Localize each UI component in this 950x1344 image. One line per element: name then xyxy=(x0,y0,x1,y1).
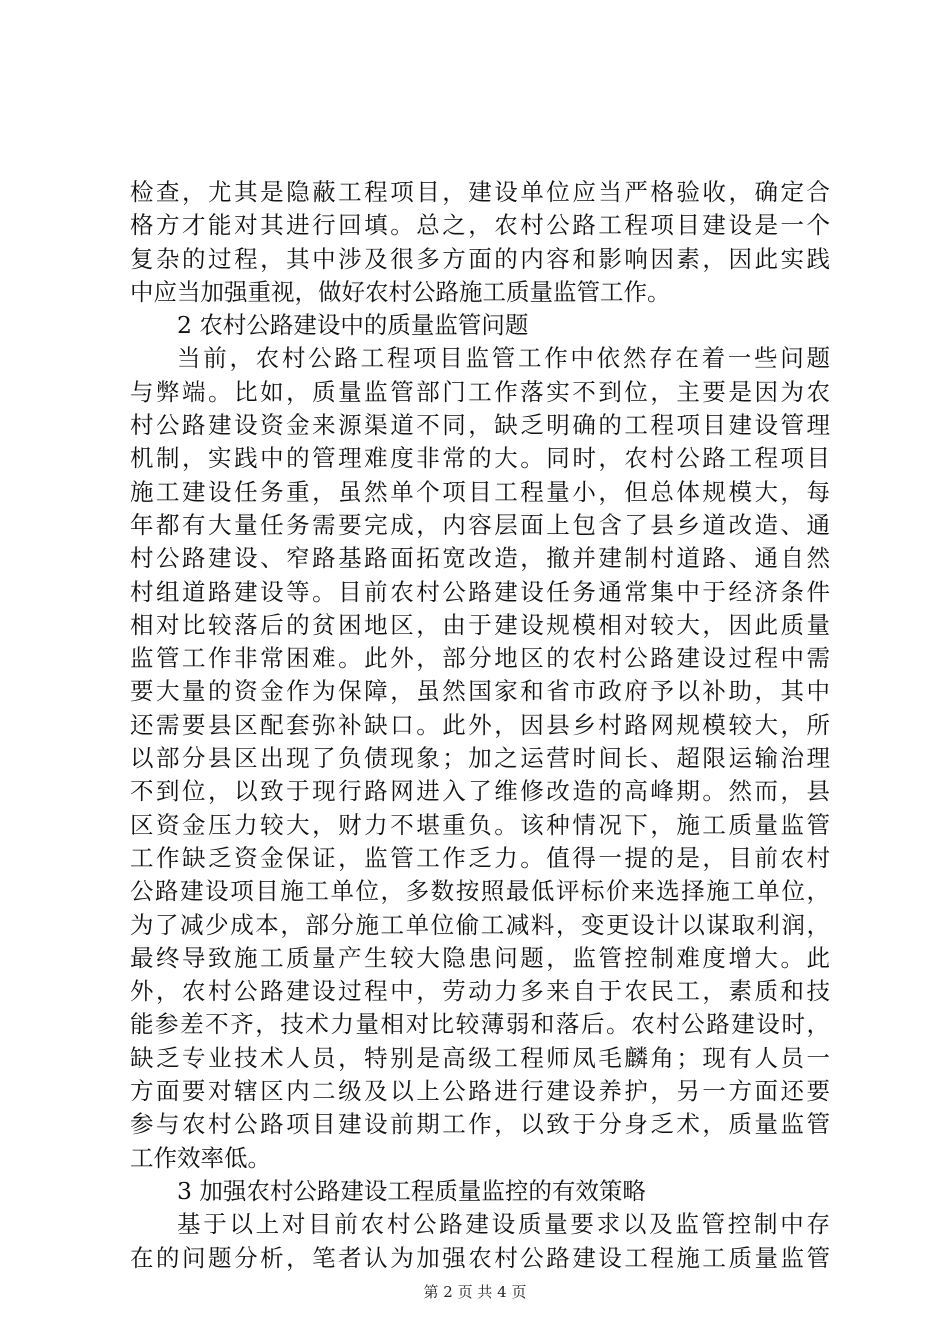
text-line: 能参差不齐，技术力量相对比较薄弱和落后。农村公路建设时， xyxy=(130,1010,830,1039)
page-footer: 第 2 页 共 4 页 xyxy=(423,1283,527,1301)
text-line: 外，农村公路建设过程中，劳动力多来自于农民工，素质和技 xyxy=(130,977,830,1006)
text-line: 在的问题分析，笔者认为加强农村公路建设工程施工质量监管 xyxy=(130,1243,830,1272)
text-line: 以部分县区出现了负债现象；加之运营时间长、超限运输治理 xyxy=(130,744,830,773)
text-line: 最终导致施工质量产生较大隐患问题，监管控制难度增大。此 xyxy=(130,943,830,972)
text-line: 村组道路建设等。目前农村公路建设任务通常集中于经济条件 xyxy=(130,577,830,606)
text-line: 缺乏专业技术人员，特别是高级工程师凤毛麟角；现有人员一 xyxy=(130,1043,830,1072)
text-line: 工作效率低。 xyxy=(130,1143,271,1172)
text-line: 基于以上对目前农村公路建设质量要求以及监管控制中存 xyxy=(177,1210,830,1239)
text-line: 工作缺乏资金保证，监管工作乏力。值得一提的是，目前农村 xyxy=(130,843,830,872)
text-line: 复杂的过程，其中涉及很多方面的内容和影响因素，因此实践 xyxy=(130,244,830,273)
text-line: 相对比较落后的贫困地区，由于建设规模相对较大，因此质量 xyxy=(130,610,830,639)
text-line: 要大量的资金作为保障，虽然国家和省市政府予以补助，其中 xyxy=(130,677,830,706)
text-line: 为了减少成本，部分施工单位偷工减料，变更设计以谋取利润， xyxy=(130,910,830,939)
text-line: 检查，尤其是隐蔽工程项目，建设单位应当严格验收，确定合 xyxy=(130,178,830,206)
section-heading: 2 农村公路建设中的质量监管问题 xyxy=(177,311,529,340)
text-line: 中应当加强重视，做好农村公路施工质量监管工作。 xyxy=(130,277,671,306)
text-line: 机制，实践中的管理难度非常的大。同时，农村公路工程项目 xyxy=(130,444,830,473)
text-line: 公路建设项目施工单位，多数按照最低评标价来选择施工单位， xyxy=(130,877,830,906)
text-line: 参与农村公路项目建设前期工作，以致于分身乏术，质量监管 xyxy=(130,1110,830,1139)
text-line: 不到位，以致于现行路网进入了维修改造的高峰期。然而，县 xyxy=(130,777,830,806)
body-text xyxy=(130,176,830,1275)
text-line: 方面要对辖区内二级及以上公路进行建设养护，另一方面还要 xyxy=(130,1077,830,1106)
text-line: 监管工作非常困难。此外，部分地区的农村公路建设过程中需 xyxy=(130,644,830,673)
section-heading: 3 加强农村公路建设工程质量监控的有效策略 xyxy=(177,1176,646,1205)
text-line: 还需要县区配套弥补缺口。此外，因县乡村路网规模较大，所 xyxy=(130,710,830,739)
text-line: 当前，农村公路工程项目监管工作中依然存在着一些问题 xyxy=(177,344,830,373)
text-line: 年都有大量任务需要完成，内容层面上包含了县乡道改造、通 xyxy=(130,510,830,539)
text-line: 与弊端。比如，质量监管部门工作落实不到位，主要是因为农 xyxy=(130,377,830,406)
text-line: 村公路建设资金来源渠道不同，缺乏明确的工程项目建设管理 xyxy=(130,411,830,440)
text-line: 格方才能对其进行回填。总之，农村公路工程项目建设是一个 xyxy=(130,211,830,240)
text-line: 区资金压力较大，财力不堪重负。该种情况下，施工质量监管 xyxy=(130,810,830,839)
text-line: 施工建设任务重，虽然单个项目工程量小，但总体规模大，每 xyxy=(130,477,830,506)
text-line: 村公路建设、窄路基路面拓宽改造，撤并建制村道路、通自然 xyxy=(130,544,830,573)
